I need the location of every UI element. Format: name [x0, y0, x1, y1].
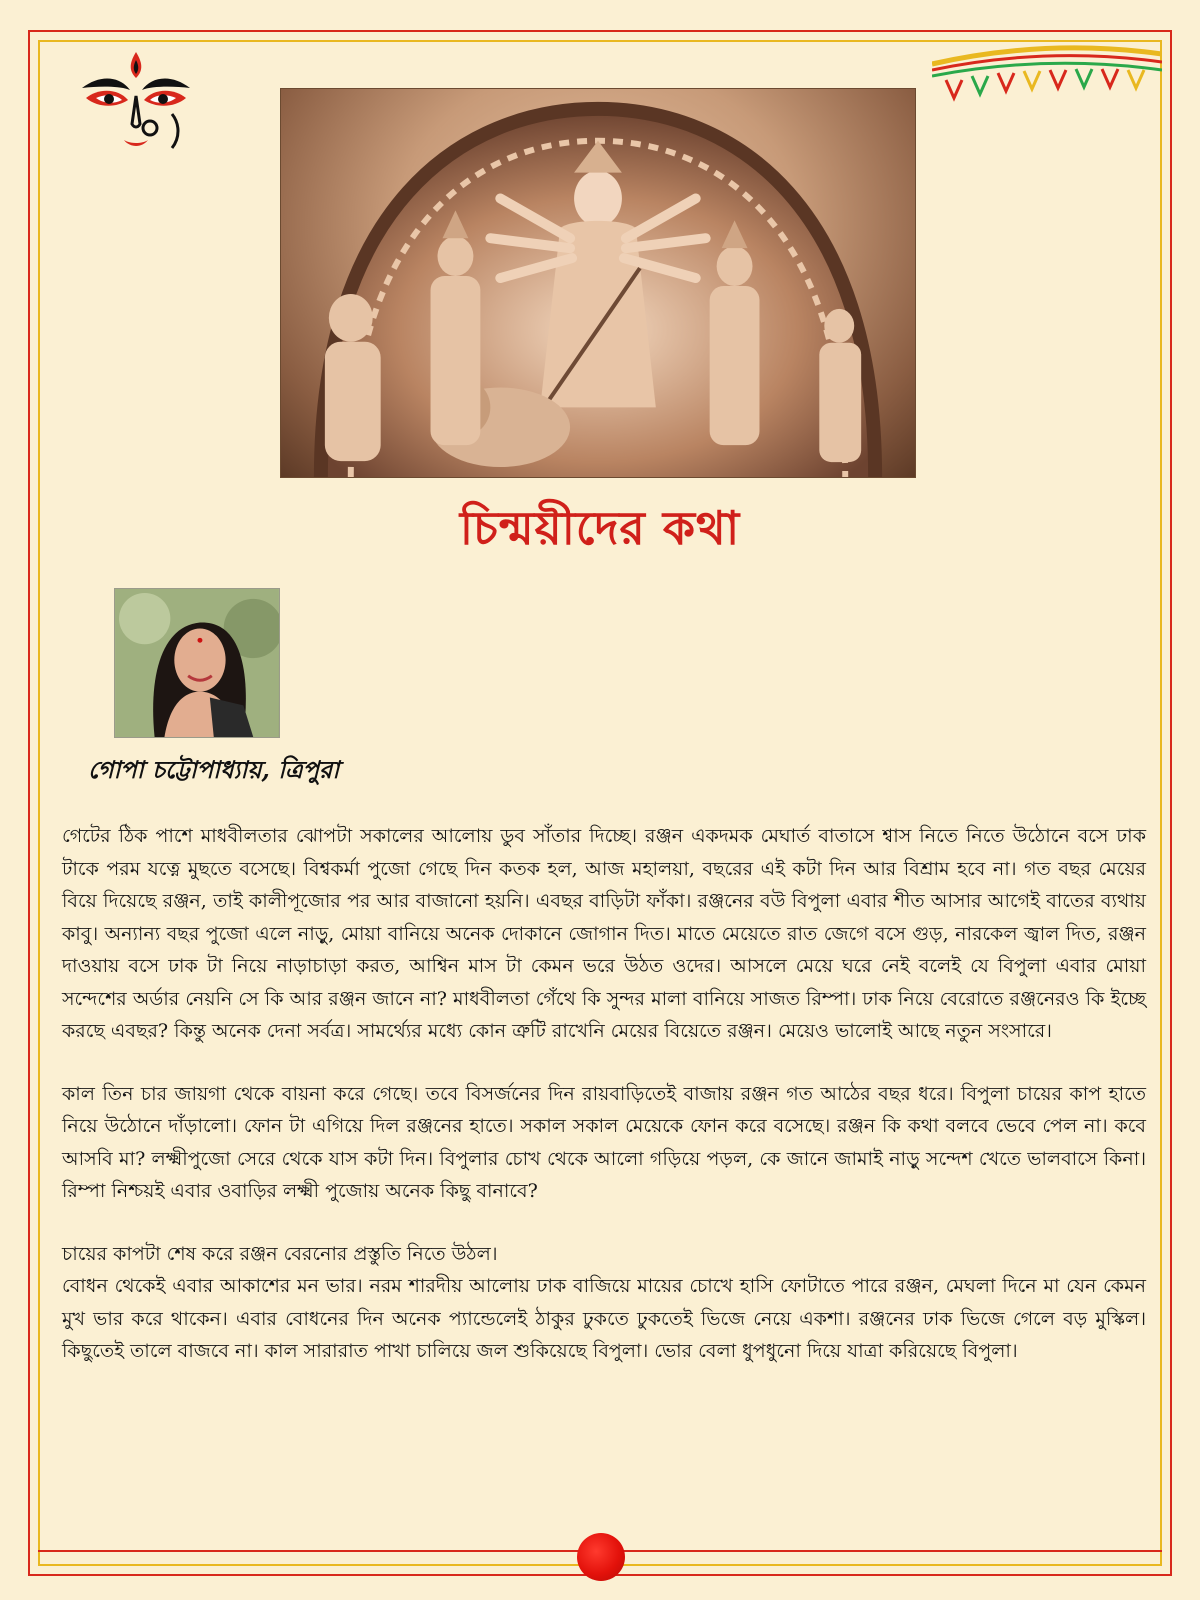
- story-paragraph: চায়ের কাপটা শেষ করে রঞ্জন বেরনোর প্রস্তুতি নিতে উঠল।: [62, 1242, 498, 1265]
- bunting-garland-icon: [932, 44, 1162, 116]
- story-paragraph: কাল তিন চার জায়গা থেকে বায়না করে গেছে। তবে বিসর্জনের দিন রায়বাড়িতেই বাজায় রঞ্জন গত আঠের বছর ধরে। বিপুলা চায়ের কাপ হাতে নিয়ে উঠোনে দাঁড়ালো। ফোন টা এগিয়ে দিল রঞ্জনের হাতে। সকাল সকাল মেয়েকে ফোন করে বসেছে। রঞ্জন কি কথা বলবে ভেবে পেল না। কবে আসবি মা? লক্ষ্মীপুজো সেরে থেকে যাস কটা দিন। বিপুলার চোখ থেকে আলো গড়িয়ে পড়ল, কে জানে জামাই নাড়ু সন্দেশ খেতে ভালবাসে কিনা। রিম্পা নিশ্চয়ই এবার ওবাড়ির লক্ষ্মী পুজোয় অনেক কিছু বানাবে?: [62, 1082, 1146, 1202]
- author-portrait: [114, 588, 280, 738]
- author-name: গোপা চট্টোপাধ্যায়, ত্রিপুরা: [88, 755, 340, 784]
- story-body: [62, 820, 1146, 1398]
- story-paragraph: বোধন থেকেই এবার আকাশের মন ভার। নরম শারদীয় আলোয় ঢাক বাজিয়ে মায়ের চোখে হাসি ফোটাতে পারে রঞ্জন, মেঘলা দিনে মা যেন কেমন মুখ ভার করে থাকেন। এবার বোধনের দিন অনেক প্যান্ডেলেই ঠাকুর ঢুকতে ঢুকতেই ভিজে নেয়ে একশা। রঞ্জনের ঢাক ভিজে গেলে বড় মুস্কিল। কিছুতেই তালে বাজবে না। কাল সারারাত পাখা চালিয়ে জল শুকিয়েছে বিপুলা। ভোর বেলা ধুপধুনো দিয়ে যাত্রা করিয়েছে বিপুলা।: [62, 1275, 1146, 1362]
- durga-eyes-icon: [76, 44, 196, 154]
- red-bindi-icon: [577, 1533, 625, 1581]
- page-title: চিন্ময়ীদের কথা: [459, 501, 741, 555]
- story-paragraph: গেটের ঠিক পাশে মাধবীলতার ঝোপটা সকালের আলোয় ডুব সাঁতার দিচ্ছে। রঞ্জন একদমক মেঘার্ত বাতাসে শ্বাস নিতে নিতে উঠোনে বসে ঢাক টাকে পরম যত্নে মুছতে বসেছে। বিশ্বকর্মা পুজো গেছে দিন কতক হল, আজ মহালয়া, বছরের এই কটা দিন আর বিশ্রাম হবে না। গত বছর মেয়ের বিয়ে দিয়েছে রঞ্জন, তাই কালীপূজোর পর আর বাজানো হয়নি। এবছর বাড়িটা ফাঁকা। রঞ্জনের বউ বিপুলা এবার শীত আসার আগেই বাতের ব্যথায় কাবু। অন্যান্য বছর পুজো এলে নাড়ু, মোয়া বানিয়ে অনেক দোকানে জোগান দিত। মাতে মেয়েতে রাত জেগে বসে গুড়, নারকেল জ্বাল দিত, রঞ্জন দাওয়ায় বসে ঢাক টা নিয়ে নাড়াচাড়া করত, আশ্বিন মাস টা কেমন ভরে উঠত ওদের। আসলে মেয়ে ঘরে নেই বলেই যে বিপুলা এবার মোয়া সন্দেশের অর্ডার নেয়নি সে কি আর রঞ্জন জানে না? মাধবীলতা গেঁথে কি সুন্দর মালা বানিয়ে সাজত রিম্পা। ঢাক নিয়ে বেরোতে রঞ্জনেরও কি ইচ্ছে করছে এবছর? কিন্তু অনেক দেনা সর্বত্র। সামর্থ্যের মধ্যে কোন ত্রুটি রাখেনি মেয়ের বিয়েতে রঞ্জন। মেয়েও ভালোই আছে নতুন সংসারে।: [62, 825, 1146, 1042]
- durga-idol-image: [280, 88, 916, 478]
